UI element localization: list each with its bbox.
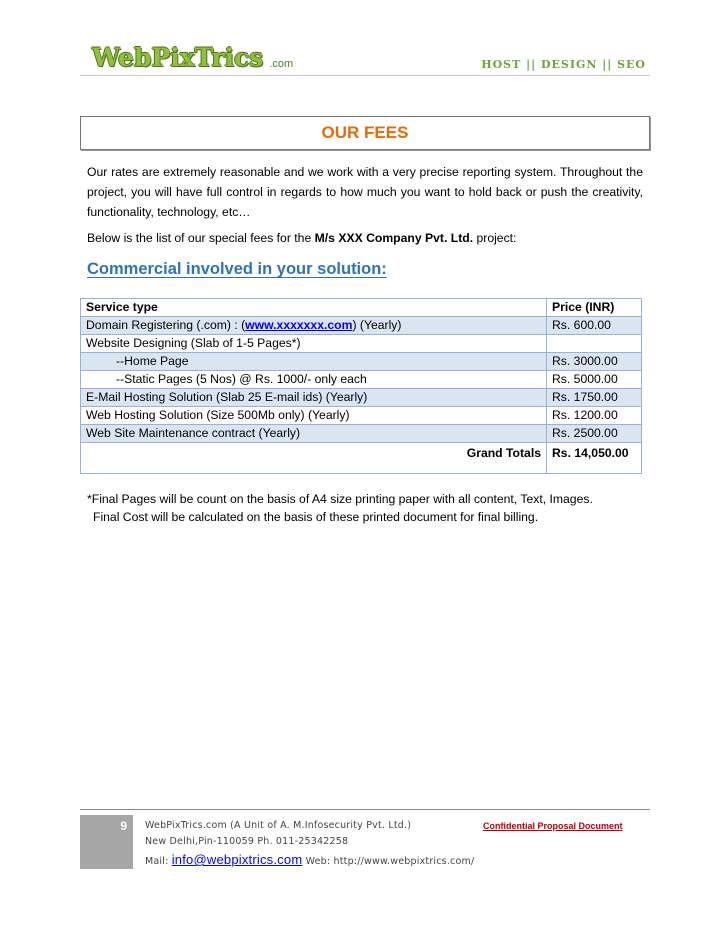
price-cell: Rs. 1200.00 [547,407,642,425]
header-divider [80,75,650,76]
company-logo [92,42,293,72]
confidential-label: Confidential Proposal Document [483,821,623,831]
price-cell: Rs. 3000.00 [547,353,642,371]
logo-suffix: .com [269,58,294,70]
table-row [81,407,642,425]
client-name: M/s XXX Company Pvt. Ltd. [314,231,474,245]
grand-total-label: Grand Totals [81,443,547,474]
footer-contact [145,852,474,867]
service-cell [81,317,547,335]
footer-web: Web: http://www.webpixtrics.com/ [302,856,475,867]
domain-link[interactable]: www.xxxxxxx.com [245,318,353,332]
header-tagline: HOST || DESIGN || SEO [481,58,646,71]
table-row [81,353,642,371]
service-cell [81,353,547,371]
footer-address: New Delhi,Pin-110059 Ph. 011-25342258 [145,836,349,847]
table-row [81,317,642,335]
footer-company: WebPixTrics.com (A Unit of A. M.Infosecurity Pvt. Ltd.) [145,820,412,831]
price-cell: Rs. 1750.00 [547,389,642,407]
domain-text-after: ) (Yearly) [352,318,402,332]
fees-intro-after: project: [473,231,517,245]
fees-table [80,298,642,474]
footer-mail-label: Mail: [145,856,172,867]
table-row [81,371,642,389]
price-cell: Rs. 600.00 [547,317,642,335]
page-number-box [80,815,133,869]
section-heading: Commercial involved in your solution: [87,260,387,278]
fees-intro-before: Below is the list of our special fees for the [87,231,315,245]
table-row [81,425,642,443]
price-cell: Rs. 5000.00 [547,371,642,389]
service-cell: Web Hosting Solution (Size 500Mb only) (Yearly) [81,407,547,425]
price-cell: Rs. 2500.00 [547,425,642,443]
table-row [81,389,642,407]
domain-text-before: Domain Registering (.com) : ( [86,318,246,332]
table-row [81,335,642,353]
price-cell [547,335,642,353]
title-box [80,116,650,150]
service-cell: Web Site Maintenance contract (Yearly) [81,425,547,443]
footer-divider [80,809,650,810]
service-cell [81,371,547,389]
logo-text: WebPixTrics [92,43,264,72]
table-header-row [81,299,642,317]
grand-total-row [81,443,642,474]
service-cell: E-Mail Hosting Solution (Slab 25 E-mail ids) (Yearly) [81,389,547,407]
intro-paragraph: Our rates are extremely reasonable and we work with a very precise reporting system. Throughout the project, you will have full control in regards to how much you want to hold back or push the creativity, functionality, technology, etc… [87,165,643,219]
header-price: Price (INR) [547,299,642,317]
footer-email-link[interactable]: info@webpixtrics.com [171,852,303,867]
service-text: --Home Page [116,354,189,368]
service-text: --Static Pages (5 Nos) @ Rs. 1000/- only each [116,372,367,386]
fees-intro-paragraph [87,228,643,248]
page-title: OUR FEES [321,123,409,142]
service-cell: Website Designing (Slab of 1-5 Pages*) [81,335,547,353]
footnote-2: Final Cost will be calculated on the basis of these printed document for final billing. [93,510,539,524]
header-service: Service type [81,299,547,317]
page-number: 9 [120,819,127,833]
grand-total-value: Rs. 14,050.00 [547,443,642,474]
footnote-1: *Final Pages will be count on the basis of A4 size printing paper with all content, Text, Images. [87,492,593,506]
